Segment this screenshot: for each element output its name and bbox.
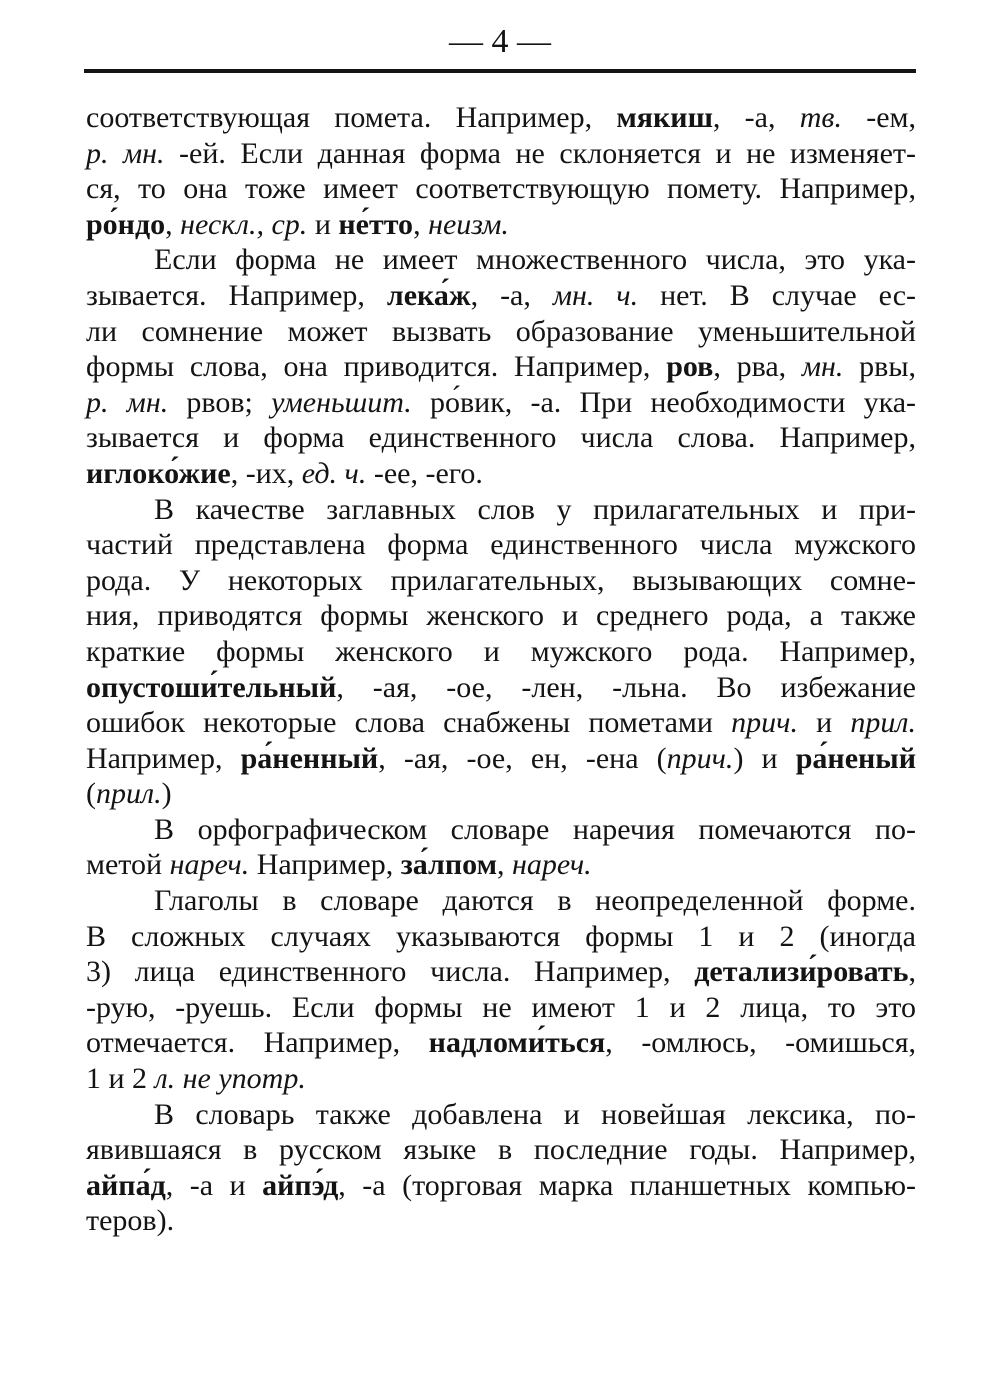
usage-label: нескл., ср. — [180, 207, 308, 241]
usage-label: неизм. — [428, 207, 509, 241]
text-line — [86, 563, 916, 599]
text-line — [86, 385, 916, 421]
page-number: — 4 — — [449, 23, 551, 60]
text-line — [86, 349, 916, 385]
text-line — [86, 1203, 916, 1239]
text-run: ) — [161, 777, 172, 811]
headword: не́тто — [338, 207, 414, 241]
text-run: 1 и 2 — [86, 1062, 155, 1096]
text-run: и — [797, 706, 851, 740]
headword: опустоши́тельный — [86, 670, 337, 704]
text-run: Например, — [86, 741, 241, 775]
text-run: В качестве заглавных слов у прилагательных и при- — [154, 492, 916, 526]
text-run: Если форма не имеет множественного числа, это ука- — [154, 243, 916, 277]
text-run: ро́вик, -а. При необходимости ука- — [411, 385, 917, 419]
text-run: , — [413, 207, 429, 241]
usage-label: л. не употр. — [154, 1062, 306, 1096]
headword: ро́ндо — [86, 207, 166, 241]
text-line — [86, 990, 916, 1026]
text-run: , -а (торговая марка планшетных компью- — [338, 1168, 916, 1202]
text-line — [86, 527, 916, 563]
text-run: отмечается. Например, — [86, 1026, 429, 1060]
text-run: рвов; — [168, 385, 272, 419]
text-line — [86, 1061, 916, 1097]
text-run: теров). — [86, 1204, 175, 1238]
usage-label: прил. — [96, 777, 162, 811]
text-line — [86, 634, 916, 670]
text-line — [86, 776, 916, 812]
text-run: зывается и форма единственного числа слова. Например, — [86, 421, 916, 455]
text-line — [86, 1025, 916, 1061]
usage-label: р. мн. — [86, 385, 169, 419]
text-run: -ем, — [841, 101, 916, 134]
text-run: Например, — [249, 848, 401, 882]
text-line — [86, 670, 916, 706]
text-run: , — [908, 955, 916, 989]
usage-label: нареч. — [169, 848, 250, 882]
headword: мякиш — [616, 101, 713, 134]
text-run: Глаголы в словаре даются в неопределенной форме. — [154, 884, 916, 918]
text-run: -рую, -руешь. Если формы не имеют 1 и 2 лица, то это — [86, 990, 916, 1024]
text-line — [86, 492, 916, 528]
headword: ра́ненный — [240, 741, 379, 775]
text-run: , -а, — [470, 278, 553, 312]
text-run: , рва, — [713, 350, 802, 384]
text-line — [86, 242, 916, 278]
text-run: , -их, — [230, 456, 302, 490]
text-run: В орфографическом словаре наречия помечаются по- — [154, 812, 916, 846]
text-run: , -а, — [712, 101, 800, 134]
headword: лека́ж — [386, 278, 471, 312]
text-line — [86, 1168, 916, 1204]
header-rule — [84, 69, 916, 73]
text-line — [86, 598, 916, 634]
text-line — [86, 919, 916, 955]
text-run: 3) лица единственного числа. Например, — [86, 955, 695, 989]
text-run: соответствующая помета. Например, — [86, 101, 617, 134]
headword: айпэ́д — [262, 1168, 339, 1202]
text-run: В словарь также добавлена и новейшая лексика, по- — [154, 1097, 916, 1131]
text-line — [86, 100, 916, 136]
text-line — [86, 1097, 916, 1133]
text-run: и — [307, 207, 339, 241]
usage-label: прич. — [731, 706, 798, 740]
usage-label: нареч. — [512, 848, 592, 882]
text-line — [86, 207, 916, 243]
text-run: ния, приводятся формы женского и среднего рода, а также — [86, 599, 916, 633]
text-run: -ей. Если данная форма не склоняется и не изменяет- — [164, 136, 917, 170]
text-run: явившаяся в русском языке в последние годы. Например, — [86, 1133, 916, 1167]
text-line — [86, 705, 916, 741]
text-run: ошибок некоторые слова снабжены пометами — [86, 706, 732, 740]
text-run: нет. В случае ес- — [638, 278, 917, 312]
headword: ров — [666, 350, 714, 384]
text-run: , — [497, 848, 513, 882]
text-run: формы слова, она приводится. Например, — [86, 350, 667, 384]
text-line — [86, 420, 916, 456]
text-run: В сложных случаях указываются формы 1 и 2 (иногда — [86, 919, 916, 953]
usage-label: прил. — [850, 706, 916, 740]
text-run: , -омлюсь, -омишься, — [605, 1026, 916, 1060]
headword: айпа́д — [86, 1168, 166, 1202]
text-run: ( — [86, 777, 96, 811]
text-run: рода. У некоторых прилагательных, вызывающих сомне- — [86, 563, 916, 597]
text-run: частий представлена форма единственного числа мужского — [86, 528, 916, 562]
text-run: , -а и — [165, 1168, 263, 1202]
headword: ра́неный — [795, 741, 917, 775]
usage-label: прич. — [666, 741, 734, 775]
text-run: рвы, — [843, 350, 916, 384]
text-line — [86, 741, 916, 777]
usage-label: мн. ч. — [552, 278, 639, 312]
text-line — [86, 314, 916, 350]
text-run: , -ая, -ое, ен, -ена ( — [378, 741, 667, 775]
headword: за́лпом — [400, 848, 498, 882]
text-line — [86, 954, 916, 990]
text-line — [86, 171, 916, 207]
usage-label: тв. — [799, 101, 842, 134]
text-run: , -ая, -ое, -лен, -льна. Во избежание — [336, 670, 916, 704]
text-line — [86, 812, 916, 848]
text-run: ся, то она тоже имеет соответствующую помету. Например, — [86, 172, 916, 206]
headword: детализи́ровать — [694, 955, 909, 989]
usage-label: уменьшит. — [271, 385, 412, 419]
text-run: ли сомнение может вызвать образование уменьшительной — [86, 314, 916, 348]
text-line — [86, 136, 916, 172]
text-run: метой — [86, 848, 170, 882]
text-line — [86, 456, 916, 492]
text-line — [86, 1132, 916, 1168]
text-run: краткие формы женского и мужского рода. Например, — [86, 634, 916, 668]
headword: надломи́ться — [428, 1026, 606, 1060]
usage-label: р. мн. — [86, 136, 165, 170]
text-run: ) и — [733, 741, 796, 775]
headword: иглоко́жие — [86, 456, 231, 490]
usage-label: мн. — [801, 350, 844, 384]
page-text — [86, 100, 916, 1239]
text-line — [86, 847, 916, 883]
text-line — [86, 278, 916, 314]
text-run: , — [165, 207, 181, 241]
text-line — [86, 883, 916, 919]
text-run: зывается. Например, — [86, 278, 387, 312]
text-run: -ее, -его. — [366, 456, 483, 490]
usage-label: ед. ч. — [301, 456, 367, 490]
